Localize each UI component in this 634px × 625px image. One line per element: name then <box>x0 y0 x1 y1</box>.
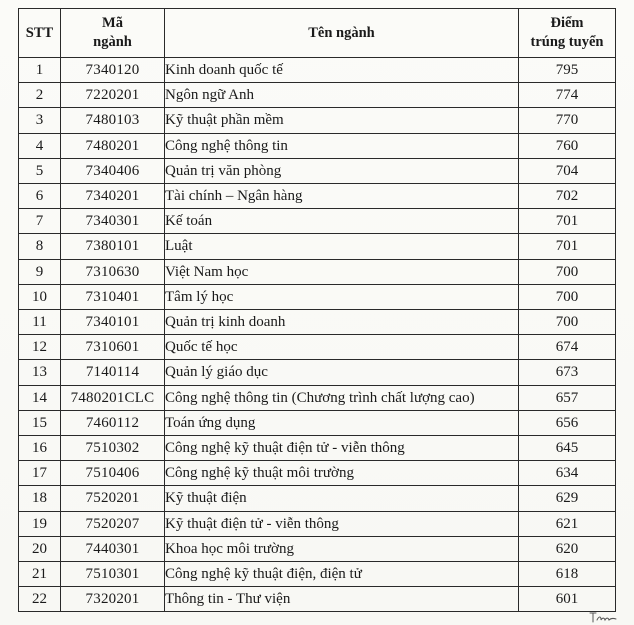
admission-score-cell: 700 <box>519 284 616 309</box>
header-row <box>19 9 616 58</box>
header-admission-score <box>519 9 616 58</box>
table-row <box>19 562 616 587</box>
admission-score-cell: 701 <box>519 209 616 234</box>
major-code-cell: 7340101 <box>61 310 165 335</box>
admission-scores-table <box>18 8 616 612</box>
major-code-cell: 7310601 <box>61 335 165 360</box>
stt-cell: 2 <box>19 83 61 108</box>
stt-cell: 10 <box>19 284 61 309</box>
major-code-cell: 7340406 <box>61 158 165 183</box>
major-name-cell: Luật <box>165 234 519 259</box>
stt-cell: 13 <box>19 360 61 385</box>
table-row <box>19 133 616 158</box>
admission-score-cell: 702 <box>519 184 616 209</box>
major-code-cell: 7510406 <box>61 461 165 486</box>
major-code-cell: 7480201CLC <box>61 385 165 410</box>
handwritten-initials-icon <box>588 610 618 624</box>
major-name-cell: Quản trị kinh doanh <box>165 310 519 335</box>
admission-score-cell: 701 <box>519 234 616 259</box>
major-code-cell: 7460112 <box>61 410 165 435</box>
table-row <box>19 184 616 209</box>
major-name-cell: Công nghệ thông tin (Chương trình chất lượng cao) <box>165 385 519 410</box>
table-row <box>19 410 616 435</box>
admission-score-cell: 674 <box>519 335 616 360</box>
major-name-cell: Công nghệ kỹ thuật điện tử - viễn thông <box>165 436 519 461</box>
stt-cell: 3 <box>19 108 61 133</box>
header-major-code <box>61 9 165 58</box>
table-row <box>19 108 616 133</box>
admission-score-cell: 629 <box>519 486 616 511</box>
admission-score-cell: 618 <box>519 562 616 587</box>
admission-score-cell: 795 <box>519 58 616 83</box>
major-name-cell: Tài chính – Ngân hàng <box>165 184 519 209</box>
major-name-cell: Khoa học môi trường <box>165 536 519 561</box>
major-name-cell: Kỹ thuật phần mềm <box>165 108 519 133</box>
table-row <box>19 310 616 335</box>
major-code-cell: 7140114 <box>61 360 165 385</box>
table-row <box>19 486 616 511</box>
major-name-cell: Quốc tế học <box>165 335 519 360</box>
stt-cell: 9 <box>19 259 61 284</box>
major-code-cell: 7340120 <box>61 58 165 83</box>
admission-score-cell: 774 <box>519 83 616 108</box>
stt-cell: 15 <box>19 410 61 435</box>
table-row <box>19 234 616 259</box>
major-code-cell: 7380101 <box>61 234 165 259</box>
major-name-cell: Việt Nam học <box>165 259 519 284</box>
admission-score-cell: 673 <box>519 360 616 385</box>
stt-cell: 5 <box>19 158 61 183</box>
major-code-cell: 7320201 <box>61 587 165 612</box>
table-header <box>19 9 616 58</box>
major-code-cell: 7520201 <box>61 486 165 511</box>
admission-score-cell: 760 <box>519 133 616 158</box>
table-row <box>19 360 616 385</box>
major-name-cell: Ngôn ngữ Anh <box>165 83 519 108</box>
stt-cell: 19 <box>19 511 61 536</box>
table-row <box>19 259 616 284</box>
major-code-cell: 7480103 <box>61 108 165 133</box>
table-row <box>19 536 616 561</box>
header-stt <box>19 9 61 58</box>
major-name-cell: Quản lý giáo dục <box>165 360 519 385</box>
admission-score-cell: 634 <box>519 461 616 486</box>
stt-cell: 12 <box>19 335 61 360</box>
table-row <box>19 587 616 612</box>
table-row <box>19 284 616 309</box>
major-code-cell: 7310401 <box>61 284 165 309</box>
admission-score-cell: 700 <box>519 310 616 335</box>
major-code-cell: 7340301 <box>61 209 165 234</box>
table-row <box>19 58 616 83</box>
stt-cell: 4 <box>19 133 61 158</box>
header-major-code-line1: Mã <box>102 15 123 31</box>
table-body <box>19 58 616 612</box>
major-name-cell: Quản trị văn phòng <box>165 158 519 183</box>
stt-cell: 21 <box>19 562 61 587</box>
header-admission-score-line1: Điểm <box>550 15 584 31</box>
table-row <box>19 335 616 360</box>
admission-score-cell: 770 <box>519 108 616 133</box>
stt-cell: 16 <box>19 436 61 461</box>
stt-cell: 14 <box>19 385 61 410</box>
table-row <box>19 511 616 536</box>
admission-score-cell: 657 <box>519 385 616 410</box>
major-name-cell: Kế toán <box>165 209 519 234</box>
major-code-cell: 7520207 <box>61 511 165 536</box>
table-row <box>19 209 616 234</box>
admission-score-cell: 620 <box>519 536 616 561</box>
table-row <box>19 158 616 183</box>
major-name-cell: Công nghệ thông tin <box>165 133 519 158</box>
table-row <box>19 83 616 108</box>
header-major-code-line2: ngành <box>93 34 132 50</box>
major-name-cell: Công nghệ kỹ thuật điện, điện tử <box>165 562 519 587</box>
admission-score-cell: 645 <box>519 436 616 461</box>
major-code-cell: 7480201 <box>61 133 165 158</box>
major-code-cell: 7510302 <box>61 436 165 461</box>
major-name-cell: Kỹ thuật điện <box>165 486 519 511</box>
major-name-cell: Toán ứng dụng <box>165 410 519 435</box>
major-code-cell: 7510301 <box>61 562 165 587</box>
stt-cell: 18 <box>19 486 61 511</box>
major-name-cell: Thông tin - Thư viện <box>165 587 519 612</box>
table-row <box>19 385 616 410</box>
header-admission-score-line2: trúng tuyển <box>530 34 604 50</box>
major-name-cell: Tâm lý học <box>165 284 519 309</box>
stt-cell: 11 <box>19 310 61 335</box>
stt-cell: 7 <box>19 209 61 234</box>
stt-cell: 8 <box>19 234 61 259</box>
admission-score-cell: 656 <box>519 410 616 435</box>
major-name-cell: Kỹ thuật điện tử - viễn thông <box>165 511 519 536</box>
admission-score-cell: 704 <box>519 158 616 183</box>
major-name-cell: Kinh doanh quốc tế <box>165 58 519 83</box>
major-code-cell: 7310630 <box>61 259 165 284</box>
major-code-cell: 7440301 <box>61 536 165 561</box>
stt-cell: 17 <box>19 461 61 486</box>
table-row <box>19 436 616 461</box>
stt-cell: 22 <box>19 587 61 612</box>
major-code-cell: 7340201 <box>61 184 165 209</box>
stt-cell: 6 <box>19 184 61 209</box>
table-row <box>19 461 616 486</box>
stt-cell: 1 <box>19 58 61 83</box>
stt-cell: 20 <box>19 536 61 561</box>
admission-score-cell: 700 <box>519 259 616 284</box>
header-stt-label: STT <box>25 24 54 41</box>
admission-score-cell: 621 <box>519 511 616 536</box>
major-code-cell: 7220201 <box>61 83 165 108</box>
header-major-name <box>165 9 519 58</box>
header-major-name-label: Tên ngành <box>308 24 375 41</box>
major-name-cell: Công nghệ kỹ thuật môi trường <box>165 461 519 486</box>
admission-score-cell: 601 <box>519 587 616 612</box>
